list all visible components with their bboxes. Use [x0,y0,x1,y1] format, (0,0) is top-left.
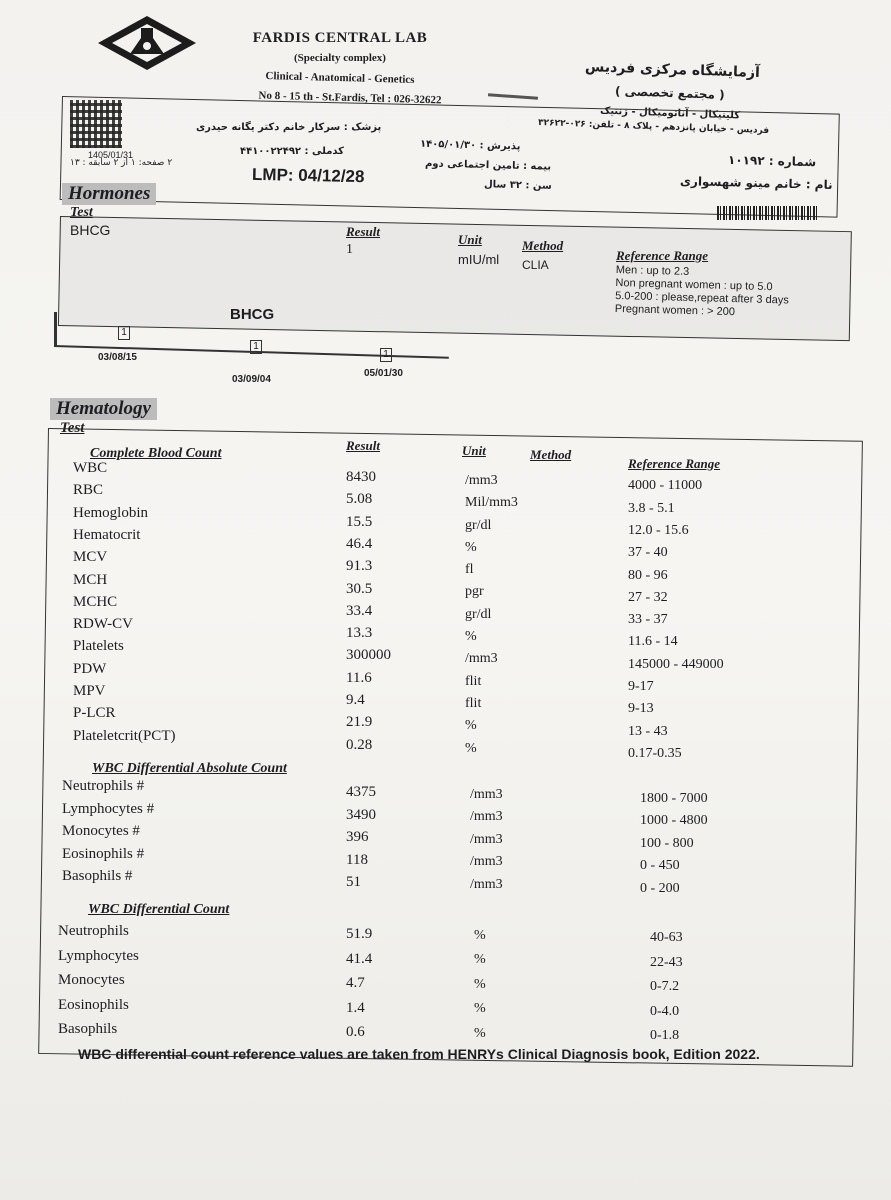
cbc-unit: gr/dl [465,606,492,622]
cbc-ref: 11.6 - 14 [628,634,678,650]
cbc-result: 46.4 [346,535,373,552]
hematology-test-header: Test [60,420,85,436]
cbc-ref: 4000 - 11000 [628,478,703,494]
insurance: بیمه : تامین اجتماعی دوم [424,158,552,173]
cbc-unit: /mm3 [465,472,498,488]
diff-result: 0.6 [346,1024,365,1041]
cbc-test: MPV [73,683,106,699]
bhcg-reference [615,264,790,321]
abs-count-subtitle: WBC Differential Absolute Count [92,761,287,776]
bhcg-chart-x-label: 05/01/30 [364,368,403,379]
cbc-ref: 27 - 32 [628,589,668,605]
abs-ref: 1000 - 4800 [640,813,708,829]
cbc-test: MCHC [73,593,118,610]
cbc-test: PDW [73,660,107,677]
hematology-title: Hematology [50,398,157,420]
bhcg-reference-line: Non pregnant women : up to 5.0 [615,276,773,294]
diff-result: 1.4 [346,999,365,1016]
cbc-result: 13.3 [346,625,373,642]
cbc-test: WBC [73,460,108,476]
hormones-unit-header: Unit [458,232,482,247]
bhcg-chart-point: 1 [250,340,262,354]
lab-services-en: Clinical - Anatomical - Genetics [265,70,415,86]
abs-test: Neutrophils # [62,778,145,794]
cbc-unit: flit [465,695,482,711]
page-line: ۲ صفحه: ۱ از ۲ سابقه : ۱۳ [70,158,173,168]
abs-ref: 0 - 200 [640,880,680,896]
lab-address-fa: فردیس - خیابان پانزدهم - پلاک ۸ - تلفن: ۰۲۶-۳۲۶۲۲ [537,117,770,137]
patient-number: شماره : ۱۰۱۹۲ [727,152,817,170]
abs-test: Basophils # [62,868,133,884]
cbc-unit: % [465,629,477,645]
bhcg-chart-point: 1 [380,348,392,362]
lab-specialty-en: (Specialty complex) [294,52,386,64]
abs-result: 51 [346,874,361,891]
bhcg-reference-line: Pregnant women : > 200 [614,302,736,319]
diff-test: Monocytes [58,972,125,988]
hematology-unit-header: Unit [462,443,486,458]
cbc-result: 33.4 [346,602,373,619]
cbc-ref: 12.0 - 15.6 [628,522,689,538]
bhcg-reference-line: Men : up to 2.3 [615,264,690,278]
abs-result: 4375 [346,784,376,801]
national-code: کدملی : ۴۴۱۰۰۲۲۴۹۲ [240,146,344,157]
cbc-test: Plateletcrit(PCT) [73,727,176,744]
cbc-result: 91.3 [346,558,373,575]
admission-date: پذیرش : ۱۴۰۵/۰۱/۳۰ [419,138,521,153]
patient-name: نام : خانم مینو شهسواری [679,174,833,192]
bhcg-test: BHCG [70,222,111,238]
bhcg-reference-line: 5.0-200 : please,repeat after 3 days [615,289,789,307]
cbc-result: 11.6 [346,669,372,686]
diff-ref: 0-7.2 [650,979,680,995]
abs-ref: 100 - 800 [640,835,694,851]
diff-unit: % [474,1001,486,1017]
cbc-ref: 80 - 96 [628,567,668,583]
bhcg-chart-x-label: 03/08/15 [98,352,137,363]
diff-result: 4.7 [346,975,365,992]
diff-unit: % [474,952,486,968]
abs-unit: /mm3 [470,786,503,802]
abs-result: 118 [346,851,368,868]
cbc-ref: 0.17-0.35 [628,745,682,761]
cbc-unit: /mm3 [465,651,498,667]
cbc-test: RDW-CV [73,616,133,633]
diff-unit: % [474,976,486,992]
cbc-result: 9.4 [346,692,365,708]
cbc-unit: gr/dl [465,517,492,533]
cbc-unit: pgr [465,584,484,600]
abs-unit: /mm3 [470,854,503,870]
cbc-unit: fl [465,562,474,578]
cbc-unit: % [465,718,477,734]
diff-result: 51.9 [346,926,373,943]
abs-unit: /mm3 [470,831,503,847]
cbc-unit: Mil/mm3 [465,495,518,511]
bhcg-unit: mIU/ml [458,252,500,267]
cbc-unit: % [465,740,477,756]
hematology-result-header: Result [346,438,380,453]
lab-address-en: No 8 - 15 th - St.Fardis, Tel : 026-32622 [258,89,442,107]
diff-result: 41.4 [346,950,373,967]
cbc-subtitle: Complete Blood Count [90,446,222,461]
hematology-box [38,428,863,1067]
abs-test: Eosinophils # [62,845,145,862]
diff-test: Basophils [58,1021,118,1037]
cbc-ref: 9-13 [628,701,654,717]
diff-ref: 40-63 [650,930,683,946]
diff-unit: % [474,1025,486,1041]
bhcg-chart-point: 1 [118,326,130,340]
cbc-test: Hemoglobin [73,504,148,521]
lab-services-fa: کلینیکال - آناتومیکال - ژنتیک [599,105,741,122]
lmp: LMP: 04/12/28 [251,164,365,187]
cbc-result: 300000 [346,647,391,664]
cbc-result: 5.08 [346,491,373,508]
cbc-result: 15.5 [346,513,373,530]
patient-info-box [60,96,840,218]
cbc-test: P-LCR [73,705,116,722]
hematology-method-header: Method [530,447,572,462]
hormones-reference-header: Reference Range [616,248,709,263]
cbc-ref: 3.8 - 5.1 [628,500,675,516]
diff-ref: 22-43 [650,954,683,970]
diff-ref: 0-1.8 [650,1028,680,1044]
cbc-test: Platelets [73,638,124,655]
diff-test: Neutrophils [58,923,129,939]
print-date: 1405/01/31 [88,150,134,160]
cbc-result: 30.5 [346,580,373,597]
abs-ref: 1800 - 7000 [640,790,708,806]
lab-name-en: FARDIS CENTRAL LAB [252,30,428,46]
cbc-ref: 33 - 37 [628,612,668,628]
abs-ref: 0 - 450 [640,858,680,874]
abs-test: Monocytes # [62,823,140,839]
doctor: پزشک : سرکار خانم دکتر یگانه حیدری [196,122,382,133]
cbc-unit: % [465,539,477,555]
lab-specialty-fa: ( مجتمع تخصصی ) [614,84,725,102]
barcode [717,206,819,220]
cbc-ref: 9-17 [628,679,654,694]
cbc-result: 0.28 [346,736,373,753]
footnote: WBC differential count reference values are taken from HENRYs Clinical Diagnosis book, Edition 2022. [78,1046,760,1062]
diff-count-subtitle: WBC Differential Count [88,902,230,917]
cbc-test: RBC [73,482,104,499]
cbc-unit: flit [465,673,482,689]
abs-unit: /mm3 [470,809,503,825]
cbc-result: 21.9 [346,714,373,731]
abs-result: 3490 [346,806,376,823]
diff-unit: % [474,927,486,943]
diff-test: Lymphocytes [58,947,139,964]
diff-ref: 0-4.0 [650,1003,680,1019]
hormones-result-header: Result [346,224,380,239]
cbc-result: 8430 [346,469,376,485]
pen-mark [488,93,538,99]
abs-result: 396 [346,829,369,846]
cbc-ref: 145000 - 449000 [628,656,724,672]
cbc-ref: 37 - 40 [628,545,668,561]
hormones-title: Hormones [62,183,156,205]
lab-logo [92,14,202,72]
bhcg-method: CLIA [522,258,549,272]
hormones-test-header: Test [70,205,93,220]
cbc-ref: 13 - 43 [628,723,668,739]
bhcg-result: 1 [346,242,353,257]
bhcg-chart-title: BHCG [230,306,275,323]
bhcg-chart-axis [54,312,57,346]
cbc-test: MCH [73,571,108,588]
cbc-test: Hematocrit [73,526,141,543]
abs-unit: /mm3 [470,876,503,892]
lab-name-fa: آزمایشگاه مرکزی فردیس [584,58,761,82]
abs-test: Lymphocytes # [62,800,155,817]
diff-test: Eosinophils [58,996,129,1013]
hormones-method-header: Method [522,238,564,253]
bhcg-chart-x-label: 03/09/04 [232,374,271,385]
patient-age: سن : ۳۲ سال [483,179,552,192]
cbc-test: MCV [73,549,108,566]
hematology-reference-header: Reference Range [628,456,721,471]
